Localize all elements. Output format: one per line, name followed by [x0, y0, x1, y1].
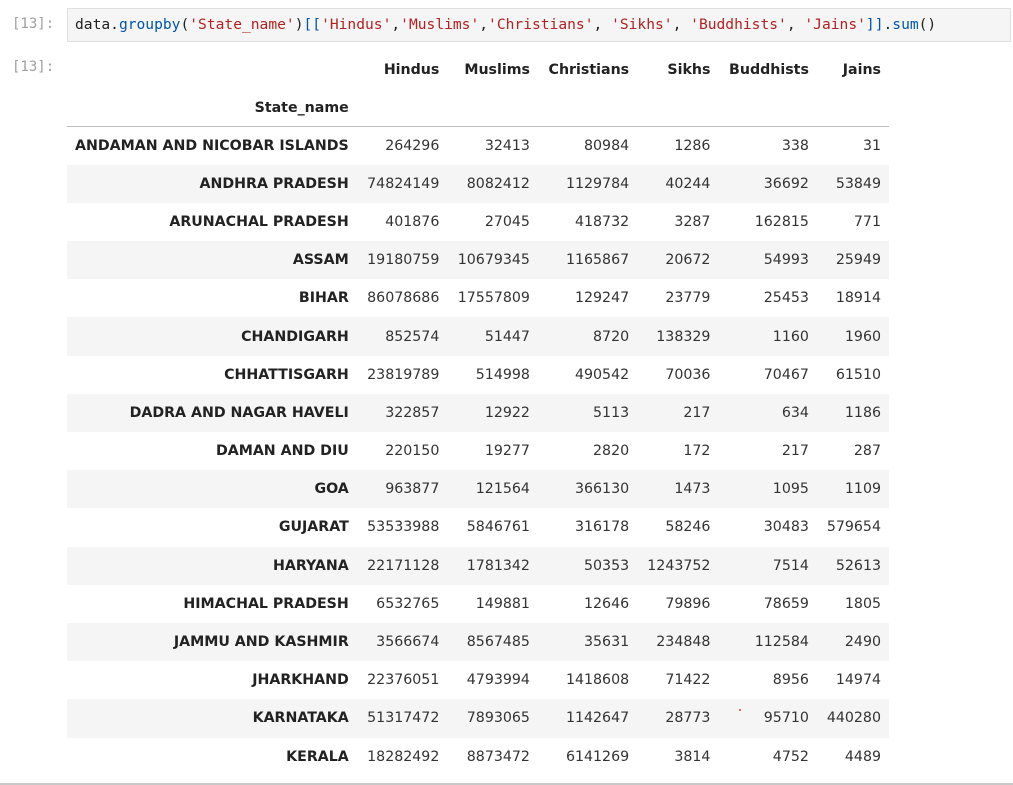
table-cell: 54993 — [763, 252, 809, 269]
table-cell: 7893065 — [466, 710, 530, 727]
stray-mark — [739, 709, 741, 711]
table-cell: 18282492 — [367, 748, 440, 765]
table-cell: 35631 — [584, 634, 630, 651]
table-cell: 1418608 — [565, 672, 630, 689]
table-cell: 19180759 — [367, 252, 440, 269]
index-name-header: State_name — [67, 89, 357, 127]
empty-header-cell — [538, 89, 637, 127]
table-cell: 4752 — [772, 748, 809, 765]
table-cell: 1960 — [844, 328, 881, 345]
table-cell: 51317472 — [367, 710, 440, 727]
table-cell: 366130 — [574, 481, 630, 498]
table-cell: 234848 — [656, 634, 711, 651]
input-prompt: [13]: — [12, 16, 55, 32]
table-cell: 852574 — [385, 328, 440, 345]
code-token: 'Muslims' — [400, 16, 480, 33]
table-cell: 52613 — [835, 557, 881, 574]
table-cell: 1129784 — [565, 175, 630, 192]
table-cell: 2490 — [844, 634, 881, 651]
table-cell: 4793994 — [466, 672, 530, 689]
row-index-label: CHHATTISGARH — [224, 366, 349, 383]
row-index-label: BIHAR — [298, 290, 349, 307]
column-header-muslims: Muslims — [464, 62, 530, 78]
table-cell: 70036 — [665, 366, 711, 383]
empty-header-cell — [357, 89, 448, 127]
table-cell: 1160 — [772, 328, 809, 345]
table-cell: 1781342 — [466, 557, 530, 574]
table-cell: 1805 — [844, 595, 881, 612]
code-token: 'Buddhists' — [690, 16, 787, 33]
table-cell: 71422 — [665, 672, 711, 689]
empty-header-cell — [817, 89, 889, 127]
code-token: ( — [180, 16, 190, 33]
code-token: data — [75, 16, 111, 33]
table-cell: 19277 — [484, 443, 530, 460]
table-cell: 440280 — [826, 710, 881, 727]
table-cell: 12646 — [584, 595, 630, 612]
column-header-sikhs: Sikhs — [667, 62, 711, 78]
table-row — [67, 699, 889, 737]
table-cell: 1243752 — [647, 557, 711, 574]
code-token: . — [110, 16, 119, 33]
table-cell: 28773 — [665, 710, 711, 727]
table-cell: 80984 — [584, 137, 630, 154]
code-cell[interactable] — [67, 8, 1011, 42]
table-row — [67, 738, 889, 776]
table-cell: 579654 — [826, 519, 881, 536]
table-cell: 23819789 — [367, 366, 440, 383]
table-row — [67, 317, 889, 355]
table-cell: 1095 — [772, 481, 809, 498]
code-token: , — [593, 16, 612, 33]
table-cell: 17557809 — [457, 290, 530, 307]
table-row — [67, 547, 889, 585]
row-index-label: KERALA — [286, 748, 349, 765]
table-cell: 264296 — [385, 137, 440, 154]
table-body — [67, 127, 889, 776]
code-token: , — [786, 16, 805, 33]
table-cell: 138329 — [656, 328, 711, 345]
table-cell: 112584 — [754, 634, 809, 651]
table-cell: 25453 — [763, 290, 809, 307]
table-row — [67, 165, 889, 203]
table-cell: 78659 — [763, 595, 809, 612]
table-cell: 40244 — [665, 175, 711, 192]
table-cell: 316178 — [574, 519, 630, 536]
row-index-label: GUJARAT — [278, 519, 349, 536]
table-cell: 95710 — [763, 710, 809, 727]
table-cell: 287 — [853, 443, 881, 460]
code-token: () — [918, 16, 937, 33]
table-cell: 634 — [781, 404, 809, 421]
row-index-label: CHANDIGARH — [241, 328, 349, 345]
table-cell: 1109 — [844, 481, 881, 498]
code-token: 'Sikhs' — [611, 16, 673, 33]
row-index-label: DADRA AND NAGAR HAVELI — [129, 404, 349, 421]
row-index-label: GOA — [314, 481, 349, 498]
code-token: , — [672, 16, 691, 33]
table-cell: 22376051 — [367, 672, 440, 689]
table-cell: 70467 — [763, 366, 809, 383]
table-cell: 4489 — [844, 748, 881, 765]
table-cell: 6532765 — [376, 595, 440, 612]
row-index-label: ANDAMAN AND NICOBAR ISLANDS — [75, 137, 349, 154]
table-cell: 172 — [683, 443, 711, 460]
table-cell: 2820 — [593, 443, 630, 460]
code-token: ) — [294, 16, 304, 33]
table-cell: 162815 — [754, 213, 809, 230]
table-cell: 3287 — [674, 213, 711, 230]
table-cell: 79896 — [665, 595, 711, 612]
code-token: 'Christians' — [488, 16, 594, 33]
table-cell: 8567485 — [466, 634, 530, 651]
table-cell: 3814 — [674, 748, 711, 765]
code-token: 'State_name' — [189, 16, 295, 33]
table-row — [67, 623, 889, 661]
code-token: sum — [892, 16, 919, 33]
column-header-jains: Jains — [842, 62, 881, 78]
table-cell: 5113 — [593, 404, 630, 421]
row-index-label: HARYANA — [273, 557, 349, 574]
table-cell: 1142647 — [565, 710, 630, 727]
table-row — [67, 356, 889, 394]
table-cell: 18914 — [835, 290, 881, 307]
empty-header-cell — [718, 89, 816, 127]
table-cell: 121564 — [475, 481, 530, 498]
code-token: [[ — [303, 16, 322, 33]
row-index-label: DAMAN AND DIU — [215, 443, 349, 460]
table-cell: 963877 — [385, 481, 440, 498]
table-cell: 514998 — [475, 366, 530, 383]
table-cell: 74824149 — [367, 175, 440, 192]
table-cell: 7514 — [772, 557, 809, 574]
table-cell: 1286 — [674, 137, 711, 154]
code-token: ]] — [865, 16, 884, 33]
table-cell: 30483 — [763, 519, 809, 536]
table-row — [67, 508, 889, 546]
table-cell: 20672 — [665, 252, 711, 269]
code-token: , — [391, 16, 401, 33]
code-token: 'Hindus' — [321, 16, 392, 33]
row-index-label: ANDHRA PRADESH — [199, 175, 349, 192]
table-cell: 31 — [862, 137, 881, 154]
row-index-label: JHARKHAND — [252, 672, 349, 689]
table-cell: 1165867 — [565, 252, 630, 269]
table-cell: 490542 — [574, 366, 630, 383]
table-cell: 51447 — [484, 328, 530, 345]
code-token: groupby — [118, 16, 181, 33]
index-name-row — [67, 89, 889, 127]
row-index-label: ASSAM — [292, 252, 349, 269]
table-cell: 25949 — [835, 252, 881, 269]
table-cell: 36692 — [763, 175, 809, 192]
table-cell: 53849 — [835, 175, 881, 192]
table-cell: 8956 — [772, 672, 809, 689]
table-cell: 149881 — [475, 595, 530, 612]
table-row — [67, 661, 889, 699]
row-index-label: HIMACHAL PRADESH — [183, 595, 349, 612]
table-row — [67, 127, 889, 165]
table-cell: 50353 — [584, 557, 630, 574]
table-cell: 61510 — [835, 366, 881, 383]
row-index-label: KARNATAKA — [252, 710, 349, 727]
table-cell: 12922 — [484, 404, 530, 421]
table-cell: 8720 — [593, 328, 630, 345]
table-row — [67, 279, 889, 317]
table-row — [67, 585, 889, 623]
table-row — [67, 470, 889, 508]
table-cell: 58246 — [665, 519, 711, 536]
empty-header-cell — [637, 89, 718, 127]
code-token: , — [479, 16, 489, 33]
table-cell: 53533988 — [367, 519, 440, 536]
table-cell: 401876 — [385, 213, 440, 230]
table-cell: 14974 — [835, 672, 881, 689]
table-cell: 418732 — [574, 213, 630, 230]
output-prompt: [13]: — [12, 59, 55, 75]
table-cell: 771 — [853, 213, 881, 230]
table-row — [67, 394, 889, 432]
blank-corner — [67, 51, 357, 89]
row-index-label: ARUNACHAL PRADESH — [169, 213, 349, 230]
table-cell: 86078686 — [367, 290, 440, 307]
column-header-buddhists: Buddhists — [729, 62, 809, 78]
table-cell: 8082412 — [466, 175, 530, 192]
table-cell: 217 — [683, 404, 711, 421]
table-cell: 1473 — [674, 481, 711, 498]
table-cell: 5846761 — [466, 519, 530, 536]
table-cell: 338 — [781, 137, 809, 154]
table-cell: 32413 — [484, 137, 530, 154]
table-cell: 129247 — [574, 290, 630, 307]
dataframe-output — [67, 51, 889, 776]
table-cell: 10679345 — [457, 252, 530, 269]
column-header-christians: Christians — [548, 62, 630, 78]
table-cell: 3566674 — [376, 634, 440, 651]
table-row — [67, 203, 889, 241]
table-row — [67, 432, 889, 470]
table-cell: 8873472 — [466, 748, 530, 765]
code-token: . — [883, 16, 893, 33]
table-cell: 1186 — [844, 404, 881, 421]
empty-header-cell — [447, 89, 538, 127]
row-index-label: JAMMU AND KASHMIR — [173, 634, 349, 651]
table-row — [67, 241, 889, 279]
table-cell: 27045 — [484, 213, 530, 230]
table-cell: 220150 — [385, 443, 440, 460]
code-token: 'Jains' — [804, 16, 866, 33]
column-header-hindus: Hindus — [383, 62, 440, 78]
table-cell: 6141269 — [565, 748, 630, 765]
table-cell: 23779 — [665, 290, 711, 307]
table-cell: 322857 — [385, 404, 440, 421]
column-header-row — [67, 51, 889, 89]
table-cell: 217 — [781, 443, 809, 460]
table-cell: 22171128 — [367, 557, 440, 574]
